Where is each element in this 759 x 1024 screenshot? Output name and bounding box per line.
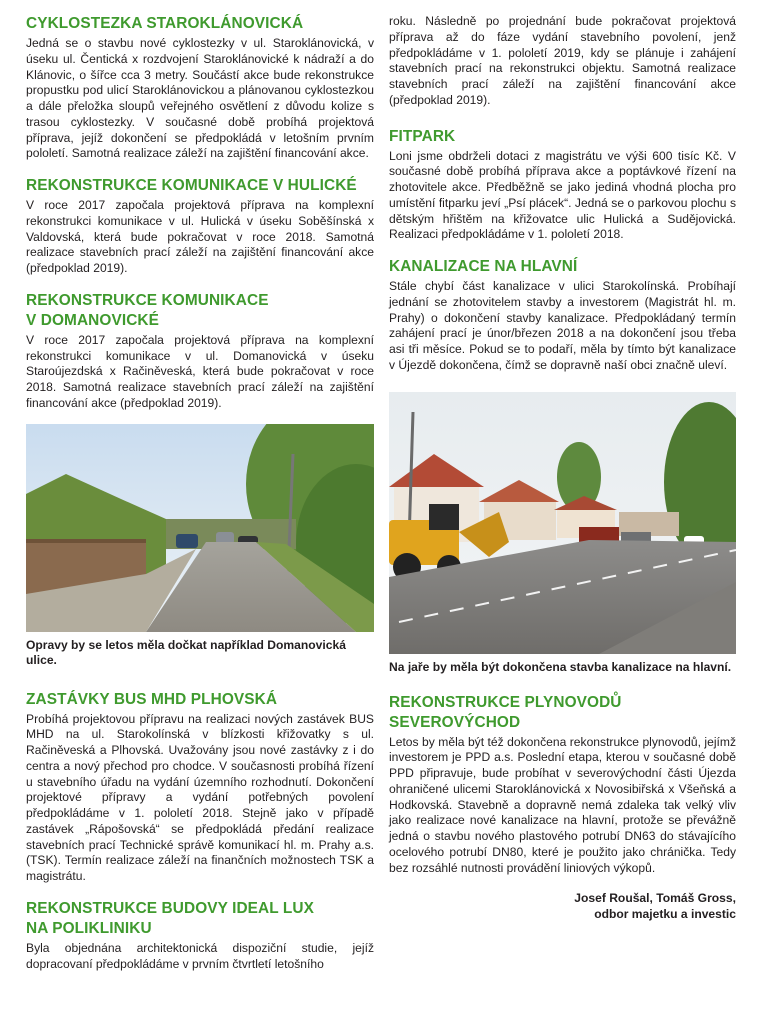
article-title xyxy=(26,899,374,939)
article-title xyxy=(389,693,736,733)
article-title-line1: REKONSTRUKCE PLYNOVODŮ xyxy=(389,693,622,711)
article-body: Letos by měla být též dokončena rekonstrukce plynovodů, jejímž investorem je PPD a.s. Poslední etapa, kterou v současné době PPD připravuje, bude probíhat v severovýchodní části Újezda ohraničené ulicemi Staroklánovická x Novosibiřská x Všeňská a Hodkovská. Stavebně a dopravně nemá zdaleka tak velký vliv jako realizace nové kanalizace na hlavní, protože se převážně jedná o stavbu nového plastového potrubí DN63 do stávajícího ocelového potrubí DN80, které je použito jako chránička. Tedy bez rozsáhlé nutnosti provádění liniových výkopů. xyxy=(389,734,736,875)
article-title: FITPARK xyxy=(389,127,456,145)
right-column xyxy=(389,14,736,922)
photo-caption: Opravy by se letos měla dočkat například Domanovická ulice. xyxy=(26,637,346,667)
left-column xyxy=(26,14,374,972)
author-department: odbor majetku a investic xyxy=(594,907,736,922)
article-body: Probíhá projektovou přípravu na realizaci nových zastávek BUS MHD na ul. Starokolínská v blízkosti křižovatky s ul. Račiněveská a Plhovská. Uvažovány jsou nové zastávky z i do centra a nový přechod pro chodce. V současnosti probíhá řízení u stavebního úřadu na vydání územního rozhodnutí. Dokončení projektové přípravy a vydání potřebných povolení předpokládáme v 1. pololetí 2018. Stejně jako v případě zastávek „Rápošovská“ se předpokládá předání realizace stavebních prací Technické správě komunikací hl. m. Prahy a.s. (TSK). Termín realizace záleží na finančních možnostech TSK a magistrátu. xyxy=(26,711,374,883)
article-title: REKONSTRUKCE KOMUNIKACE V HULICKÉ xyxy=(26,177,357,194)
article-title-line2: V DOMANOVICKÉ xyxy=(26,311,159,329)
street-photo-illustration xyxy=(389,392,736,654)
article-body: roku. Následně po projednání bude pokračovat projektová příprava až do fáze vydání stavebního povolení, jenž předpokládáme v 1. pololetí 2019, kdy se plánuje i zahájení stavebních prací na rekonstrukci objektu. Samotná realizace stavebních prací záleží na zajištění financování akce (předpoklad 2019). xyxy=(389,14,736,107)
street-photo-illustration xyxy=(26,424,374,632)
article-title-line2: SEVEROVÝCHOD xyxy=(389,713,521,731)
article-body: Stále chybí část kanalizace v ulici Starokolínská. Probíhají jednání se zhotovitelem stavby a investorem (Magistrát hl. m. Prahy) o dokončení stavby kanalizace. Předpokládaný termín zahájení prací je únor/březen 2018 a na dokončení jsou třeba asi tři měsíce. Pokud se to podaří, měla by tímto být kanalizace v Újezdě dokončena, čímž se dopravně naší obci značně uleví. xyxy=(389,279,736,372)
article-ideal-lux xyxy=(26,899,374,973)
article-title: CYKLOSTEZKA STAROKLÁNOVICKÁ xyxy=(26,15,304,32)
article-title-line1: REKONSTRUKCE KOMUNIKACE xyxy=(26,291,269,309)
street-photo-kanalizace xyxy=(389,392,736,654)
street-photo-domanovicka xyxy=(26,424,374,632)
article-title-line1: REKONSTRUKCE BUDOVY IDEAL LUX xyxy=(26,899,314,917)
article-title: ZASTÁVKY BUS MHD PLHOVSKÁ xyxy=(26,690,278,708)
article-kanalizace xyxy=(389,257,736,374)
article-title xyxy=(26,291,374,331)
article-body: Byla objednána architektonická dispoziční studie, jejíž dopracovaní předpokládáme v prvním čtvrtletí letošního xyxy=(26,940,374,971)
article-hulicka xyxy=(26,176,374,277)
article-zastavky xyxy=(26,690,374,885)
article-body: Jedná se o stavbu nové cyklostezky v ul. Staroklánovická, v úseku ul. Čentická x rozdvojení Staroklánovické k nádraží a do Klánovic, o šířce cca 3 metry. Součástí akce bude rekonstrukce propustku pod ulicí Staroklánovickou a plánovanou cyklostezkou a dále přeložka sloupů veřejného osvětlení z důvodu kolize s trasou cyklostezky. V současné době probíhá projektová příprava, jejíž dokončení se předpokládá v letošním prvním pololetí. Samotná realizace záleží na zajištění financování akce. xyxy=(26,36,374,161)
photo-caption: Na jaře by měla být dokončena stavba kanalizace na hlavní. xyxy=(389,659,732,674)
article-domanovicke xyxy=(26,291,374,412)
article-cyklostezka xyxy=(26,14,374,162)
article-plynovody xyxy=(389,693,736,877)
article-fitpark xyxy=(389,127,736,244)
article-body: V roce 2017 započala projektová příprava na komplexní rekonstrukci komunikace v ul. Hulická v úseku Soběšínská x Valdovská, která bude pokračovat v roce 2018. Samotná realizace stavebních prací záleží na zajištění financování akce (předpoklad 2019). xyxy=(26,198,374,275)
article-title: KANALIZACE NA HLAVNÍ xyxy=(389,258,578,275)
author-names: Josef Roušal, Tomáš Gross, xyxy=(574,891,736,906)
author-signature xyxy=(389,890,736,922)
article-body: V roce 2017 započala projektová příprava na komplexní rekonstrukci komunikace v ul. Domanovická v úseku Staroújezdská x Račiněveská, která bude pokračovat v roce 2018. Samotná realizace stavebních prací záleží na zajištění financování akce (předpoklad 2019). xyxy=(26,332,374,410)
article-body: Loni jsme obdrželi dotaci z magistrátu ve výši 600 tisíc Kč. V současné době probíhá příprava akce a poptávkové řízení na zhotovitele akce. Předběžně se jako jediná vhodná plocha pro umístění fitparku jeví „Psí plácek“. Jedná se o parkovou plochu s dětským hřištěm na křižovatce ulic Hulická a Sudějovická. Realizaci předpokládáme v 1. pololetí 2018. xyxy=(389,148,736,242)
article-ideal-lux-continued xyxy=(389,14,736,109)
article-title-line2: NA POLIKLINIKU xyxy=(26,919,152,937)
